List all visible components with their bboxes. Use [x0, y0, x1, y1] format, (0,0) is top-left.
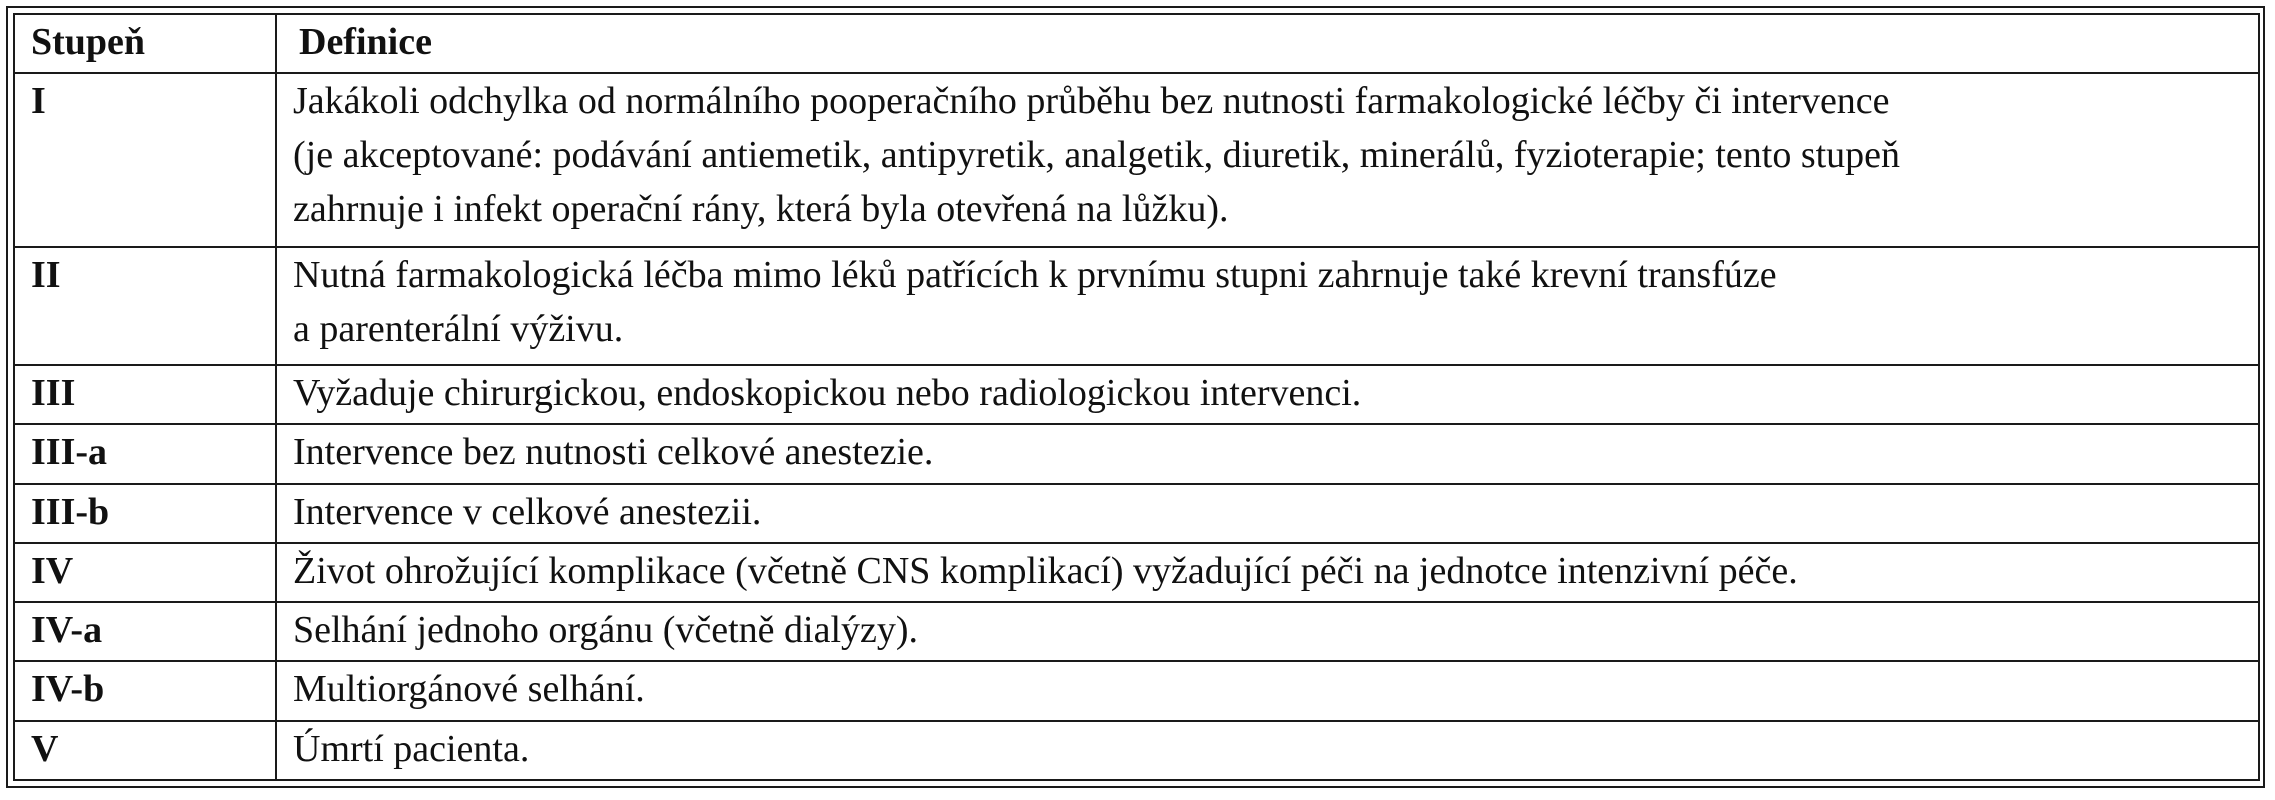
grade-cell: II [14, 247, 276, 365]
definition-cell [276, 484, 2259, 543]
table-row [14, 365, 2259, 424]
definition-line: Úmrtí pacienta. [293, 727, 530, 770]
definition-line: Nutná farmakologická léčba mimo léků patřících k prvnímu stupni zahrnuje také krevní transfúze [293, 253, 1777, 296]
grade-cell: III-b [14, 484, 276, 543]
table-row [14, 247, 2259, 365]
grade-cell: IV-b [14, 661, 276, 720]
table-row [14, 484, 2259, 543]
definition-line: Jakákoli odchylka od normálního pooperačního průběhu bez nutnosti farmakologické léčby či intervence [293, 80, 1890, 123]
definition-line: Selhání jednoho orgánu (včetně dialýzy). [293, 609, 919, 652]
definition-cell [276, 247, 2259, 365]
definition-cell [276, 543, 2259, 602]
grade-cell: III [14, 365, 276, 424]
grade-cell: IV-a [14, 602, 276, 661]
table-row [14, 721, 2259, 780]
grade-cell: III-a [14, 424, 276, 483]
table-row [14, 543, 2259, 602]
definition-line: Intervence v celkové anestezii. [293, 490, 762, 533]
definition-cell [276, 424, 2259, 483]
definition-line: (je akceptované: podávání antiemetik, antipyretik, analgetik, diuretik, minerálů, fyzioterapie; tento stupeň [293, 134, 1901, 177]
table-row [14, 424, 2259, 483]
definition-line: Vyžaduje chirurgickou, endoskopickou nebo radiologickou intervenci. [293, 372, 1362, 415]
definition-line: Multiorgánové selhání. [293, 668, 645, 711]
definition-line: a parenterální výživu. [293, 307, 624, 350]
definition-cell [276, 602, 2259, 661]
grade-cell: IV [14, 543, 276, 602]
definition-cell [276, 661, 2259, 720]
definition-cell [276, 73, 2259, 247]
definition-line: Život ohrožující komplikace (včetně CNS komplikací) vyžadující péči na jednotce intenzivní péče. [293, 549, 1798, 592]
header-grade: Stupeň [14, 14, 276, 73]
grade-cell: V [14, 721, 276, 780]
definition-line: Intervence bez nutnosti celkové anestezie. [293, 431, 934, 474]
table-row [14, 602, 2259, 661]
table-header-row [14, 14, 2259, 73]
definition-cell [276, 721, 2259, 780]
header-definition: Definice [276, 14, 2259, 73]
grade-cell: I [14, 73, 276, 247]
table-row [14, 661, 2259, 720]
complication-grade-table [13, 13, 2260, 781]
definition-line: zahrnuje i infekt operační rány, která byla otevřená na lůžku). [293, 188, 1229, 231]
table-row [14, 73, 2259, 247]
definition-cell [276, 365, 2259, 424]
